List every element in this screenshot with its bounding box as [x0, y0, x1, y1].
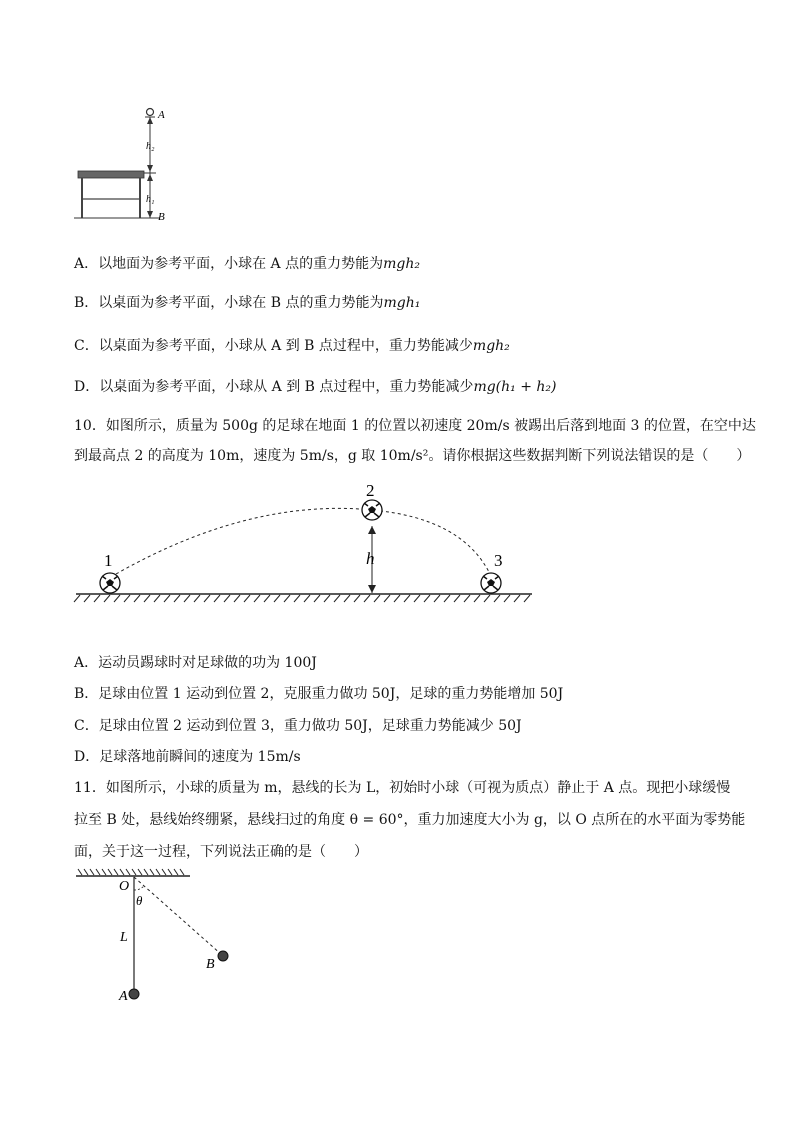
q9-option-d [74, 377, 557, 397]
label-h1: h₁ [146, 194, 155, 205]
pendulum-figure [70, 866, 240, 1006]
q9-option-d-text: D．以桌面为参考平面，小球从 A 到 B 点过程中，重力势能减少 [74, 379, 474, 395]
label-a: A [158, 109, 165, 121]
position-label-3: 3 [494, 551, 503, 570]
trajectory-path [116, 508, 490, 574]
label-l: L [120, 930, 128, 945]
table-top [78, 171, 144, 178]
label-theta: θ [136, 893, 143, 908]
ball-a [147, 109, 154, 116]
label-b: B [158, 211, 165, 223]
q9-option-b-text: B．以桌面为参考平面，小球在 B 点的重力势能为 [74, 295, 384, 311]
q10-stem-line1: 10．如图所示，质量为 500g 的足球在地面 1 的位置以初速度 20m/s 被踢出后落到地面 3 的位置，在空中达 [74, 418, 756, 434]
label-h2: h₂ [146, 141, 155, 152]
q10-option-d: D．足球落地前瞬间的速度为 15m/s [74, 749, 301, 765]
q9-option-a-text: A．以地面为参考平面，小球在 A 点的重力势能为 [74, 256, 384, 272]
football-1 [100, 573, 120, 593]
football-trajectory-figure [70, 478, 540, 608]
ceiling-hatching [78, 869, 184, 875]
q11-stem-line2: 拉至 B 处，悬线始终绷紧，悬线扫过的角度 θ = 60°，重力加速度大小为 g，以 O 点所在的水平面为零势能 [74, 812, 746, 828]
position-label-2: 2 [366, 481, 375, 500]
height-label-h: h [366, 549, 375, 568]
q10-stem-line2: 到最高点 2 的高度为 10m，速度为 5m/s，g 取 10m/s²。请你根据这些数据判断下列说法错误的是（ ） [74, 448, 751, 464]
string-dashed [134, 877, 222, 955]
q9-option-c [74, 336, 510, 356]
ground-hatching [74, 595, 530, 602]
q9-option-a [74, 254, 420, 274]
q9-option-b [74, 293, 420, 313]
q11-stem-line1: 11．如图所示，小球的质量为 m，悬线的长为 L，初始时小球（可视为质点）静止于 A 点。现把小球缓慢 [74, 780, 731, 796]
q10-option-c: C．足球由位置 2 运动到位置 3，重力做功 50J，足球重力势能减少 50J [74, 718, 522, 734]
label-a: A [119, 989, 128, 1004]
table-ball-figure [70, 104, 190, 224]
ball-b [218, 951, 228, 961]
football-3 [481, 573, 501, 593]
label-o: O [119, 879, 130, 894]
q9-option-c-formula: mgh₂ [472, 338, 510, 354]
q9-option-c-text: C．以桌面为参考平面，小球从 A 到 B 点过程中，重力势能减少 [74, 338, 473, 354]
q9-option-a-formula: mgh₂ [383, 256, 420, 272]
football-2 [362, 500, 382, 520]
q10-option-b: B．足球由位置 1 运动到位置 2，克服重力做功 50J，足球的重力势能增加 50J [74, 686, 564, 702]
q9-option-d-formula: mg(h₁ + h₂) [473, 379, 557, 395]
q10-option-a: A．运动员踢球时对足球做的功为 100J [74, 655, 317, 671]
q11-stem-line3: 面，关于这一过程，下列说法正确的是（ ） [74, 844, 368, 860]
theta-arc [134, 886, 144, 890]
ball-a [129, 989, 139, 999]
q9-option-b-formula: mgh₁ [383, 295, 421, 311]
position-label-1: 1 [104, 551, 113, 570]
label-b: B [206, 957, 215, 972]
